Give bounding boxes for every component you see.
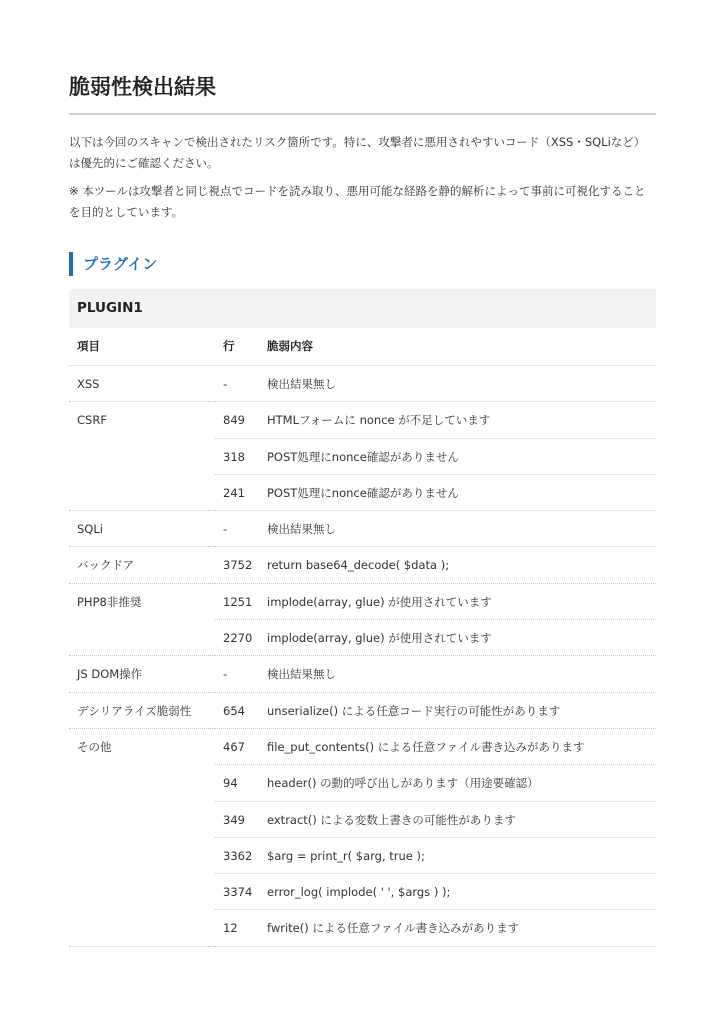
detail-cell: 検出結果無し xyxy=(267,667,336,682)
note-paragraph: ※ 本ツールは攻撃者と同じ視点でコードを読み取り、悪用可能な経路を静的解析によって事前に可視化することを目的としています。 xyxy=(69,184,646,219)
table-row xyxy=(215,838,656,874)
detail-cell: $arg = print_r( $arg, true ); xyxy=(267,848,425,863)
table-body xyxy=(69,366,656,947)
line-number-cell: - xyxy=(223,667,228,682)
plugin-name: PLUGIN1 xyxy=(77,300,143,316)
table-group xyxy=(69,729,656,947)
detail-cell: error_log( implode( ' ', $args ) ); xyxy=(267,885,451,900)
category-cell: CSRF xyxy=(77,413,107,428)
table-row xyxy=(215,475,656,511)
detail-cell: fwrite() による任意ファイル書き込みがあります xyxy=(267,921,520,936)
line-number-cell: - xyxy=(223,377,228,391)
line-number-cell: 467 xyxy=(223,739,245,754)
category-cell: PHP8非推奨 xyxy=(77,594,142,609)
vulnerability-table xyxy=(69,328,656,947)
table-group xyxy=(69,584,656,657)
table-group xyxy=(69,511,656,547)
category-cell: SQLi xyxy=(77,522,103,537)
table-row xyxy=(215,874,656,910)
detail-cell: HTMLフォームに nonce が不足しています xyxy=(267,413,491,428)
detail-cell: implode(array, glue) が使用されています xyxy=(267,594,492,609)
table-group xyxy=(69,366,656,402)
category-cell: XSS xyxy=(77,377,100,391)
intro-paragraph: 以下は今回のスキャンで検出されたリスク箇所です。特に、攻撃者に悪用されやすいコード（XSS・SQLiなど）は優先的にご確認ください。 xyxy=(69,135,646,170)
table-row xyxy=(215,547,656,583)
line-number-cell: 1251 xyxy=(223,594,253,609)
table-row xyxy=(215,439,656,475)
detail-cell: POST処理にnonce確認がありません xyxy=(267,485,459,500)
table-group xyxy=(69,656,656,692)
detail-cell: implode(array, glue) が使用されています xyxy=(267,631,492,646)
line-number-cell: 654 xyxy=(223,703,245,718)
line-number-cell: 349 xyxy=(223,812,245,827)
column-header-detail: 脆弱内容 xyxy=(267,339,313,353)
detail-cell: extract() による変数上書きの可能性があります xyxy=(267,812,516,827)
line-number-cell: 2270 xyxy=(223,631,253,646)
table-row xyxy=(215,656,656,692)
line-number-cell: 12 xyxy=(223,921,238,936)
plugin-header xyxy=(69,289,656,328)
table-row xyxy=(215,802,656,838)
detail-cell: return base64_decode( $data ); xyxy=(267,558,450,573)
detail-cell: file_put_contents() による任意ファイル書き込みがあります xyxy=(267,739,585,754)
table-row xyxy=(215,910,656,946)
line-number-cell: 849 xyxy=(223,413,245,428)
column-header-category: 項目 xyxy=(77,339,100,353)
category-cell: JS DOM操作 xyxy=(77,667,143,682)
detail-cell: header() の動的呼び出しがあります（用途要確認） xyxy=(267,776,539,791)
detail-cell: POST処理にnonce確認がありません xyxy=(267,449,459,464)
table-row xyxy=(215,511,656,547)
line-number-cell: - xyxy=(223,522,228,537)
table-group xyxy=(69,547,656,583)
line-number-cell: 318 xyxy=(223,449,245,464)
table-row xyxy=(215,693,656,729)
section-heading: プラグイン xyxy=(69,252,157,276)
table-group xyxy=(69,693,656,729)
table-row xyxy=(215,729,656,765)
detail-cell: 検出結果無し xyxy=(267,377,336,391)
category-cell: デシリアライズ脆弱性 xyxy=(77,703,192,718)
line-number-cell: 3752 xyxy=(223,558,253,573)
table-row xyxy=(215,765,656,801)
line-number-cell: 241 xyxy=(223,485,245,500)
table-group xyxy=(69,402,656,511)
line-number-cell: 3362 xyxy=(223,848,253,863)
table-row xyxy=(215,584,656,620)
category-cell: バックドア xyxy=(77,558,135,573)
column-header-line: 行 xyxy=(223,339,235,353)
table-header-row xyxy=(69,328,656,366)
group-divider xyxy=(69,946,215,947)
table-row xyxy=(215,402,656,438)
table-row xyxy=(215,366,656,402)
detail-cell: unserialize() による任意コード実行の可能性があります xyxy=(267,703,561,718)
table-row xyxy=(215,620,656,656)
line-number-cell: 94 xyxy=(223,776,238,791)
detail-cell: 検出結果無し xyxy=(267,522,336,537)
page-title: 脆弱性検出結果 xyxy=(69,75,216,99)
category-cell: その他 xyxy=(77,739,112,754)
title-divider xyxy=(69,113,656,115)
line-number-cell: 3374 xyxy=(223,885,253,900)
